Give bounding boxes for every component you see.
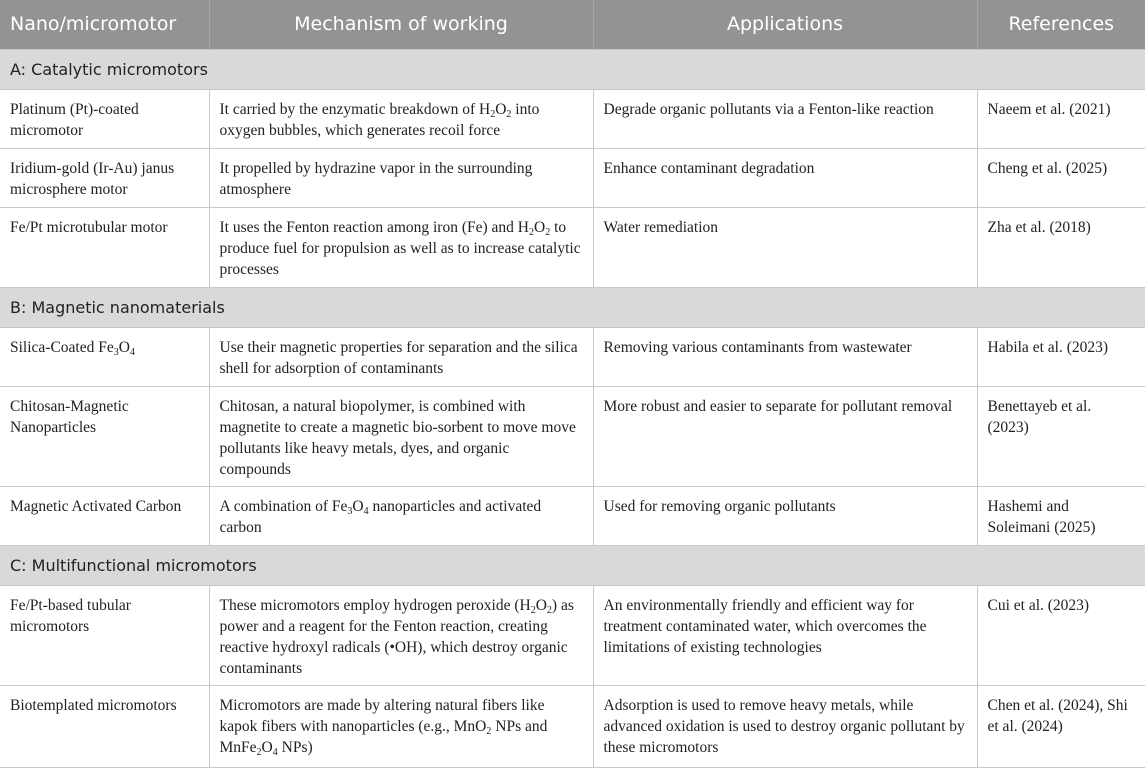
table-row [0,486,1145,545]
section-row-magnetic [0,287,1145,327]
cell-reference: Zha et al. (2018) [977,207,1145,287]
cell-reference: Chen et al. (2024), Shi et al. (2024) [977,685,1145,767]
cell-reference: Cui et al. (2023) [977,585,1145,685]
cell-application: Enhance contaminant degradation [593,148,977,207]
cell-application: Water remediation [593,207,977,287]
table-row [0,207,1145,287]
cell-mechanism: Use their magnetic properties for separation and the silica shell for adsorption of contaminants [209,327,593,386]
cell-reference: Naeem et al. (2021) [977,89,1145,148]
cell-application: Removing various contaminants from wastewater [593,327,977,386]
section-row-multifunctional [0,545,1145,585]
cell-motor: Silica-Coated $Fe_3O_4$ [0,327,209,386]
cell-motor: Magnetic Activated Carbon [0,486,209,545]
section-title: B: Magnetic nanomaterials [0,287,1145,327]
header-references: References [977,0,1145,49]
header-mechanism: Mechanism of working [209,0,593,49]
cell-motor: Iridium-gold (Ir-Au) janus microsphere motor [0,148,209,207]
cell-mechanism: A combination of $Fe_3O_4$ nanoparticles and activated carbon [209,486,593,545]
cell-motor: Chitosan-Magnetic Nanoparticles [0,386,209,486]
header-applications: Applications [593,0,977,49]
cell-mechanism: Chitosan, a natural biopolymer, is combined with magnetite to create a magnetic bio-sorbent to move move pollutants like heavy metals, dyes, and organic compounds [209,386,593,486]
cell-motor: Fe/Pt microtubular motor [0,207,209,287]
cell-mechanism: Micromotors are made by altering natural fibers like kapok fibers with nanoparticles (e.g., MnO$_2$ NPs and $MnFe_2O_4$ NPs) [209,685,593,767]
cell-reference: Hashemi and Soleimani (2025) [977,486,1145,545]
section-title: A: Catalytic micromotors [0,49,1145,89]
table-row [0,685,1145,767]
table-row [0,585,1145,685]
cell-motor: Biotemplated micromotors [0,685,209,767]
table-row [0,327,1145,386]
cell-reference: Habila et al. (2023) [977,327,1145,386]
section-title: C: Multifunctional micromotors [0,545,1145,585]
cell-application: An environmentally friendly and efficient way for treatment contaminated water, which overcomes the limitations of existing technologies [593,585,977,685]
table-row [0,148,1145,207]
cell-motor: Fe/Pt-based tubular micromotors [0,585,209,685]
cell-reference: Cheng et al. (2025) [977,148,1145,207]
cell-application: Used for removing organic pollutants [593,486,977,545]
cell-mechanism: It carried by the enzymatic breakdown of $H_2O_2$ into oxygen bubbles, which generates recoil force [209,89,593,148]
cell-application: More robust and easier to separate for pollutant removal [593,386,977,486]
cell-motor: Platinum (Pt)-coated micromotor [0,89,209,148]
cell-application: Degrade organic pollutants via a Fenton-like reaction [593,89,977,148]
cell-application: Adsorption is used to remove heavy metals, while advanced oxidation is used to destroy organic pollutant by these micromotors [593,685,977,767]
cell-mechanism: It uses the Fenton reaction among iron (Fe) and $H_2O_2$ to produce fuel for propulsion as well as to increase catalytic processes [209,207,593,287]
table-row [0,386,1145,486]
table-row [0,89,1145,148]
cell-mechanism: It propelled by hydrazine vapor in the surrounding atmosphere [209,148,593,207]
header-nano-micromotor: Nano/micromotor [0,0,209,49]
cell-mechanism: These micromotors employ hydrogen peroxide $(H_2O_2)$ as power and a reagent for the Fenton reaction, creating reactive hydroxyl radicals (•OH), which destroy organic contaminants [209,585,593,685]
section-row-catalytic [0,49,1145,89]
header-row [0,0,1145,49]
cell-reference: Benettayeb et al. (2023) [977,386,1145,486]
